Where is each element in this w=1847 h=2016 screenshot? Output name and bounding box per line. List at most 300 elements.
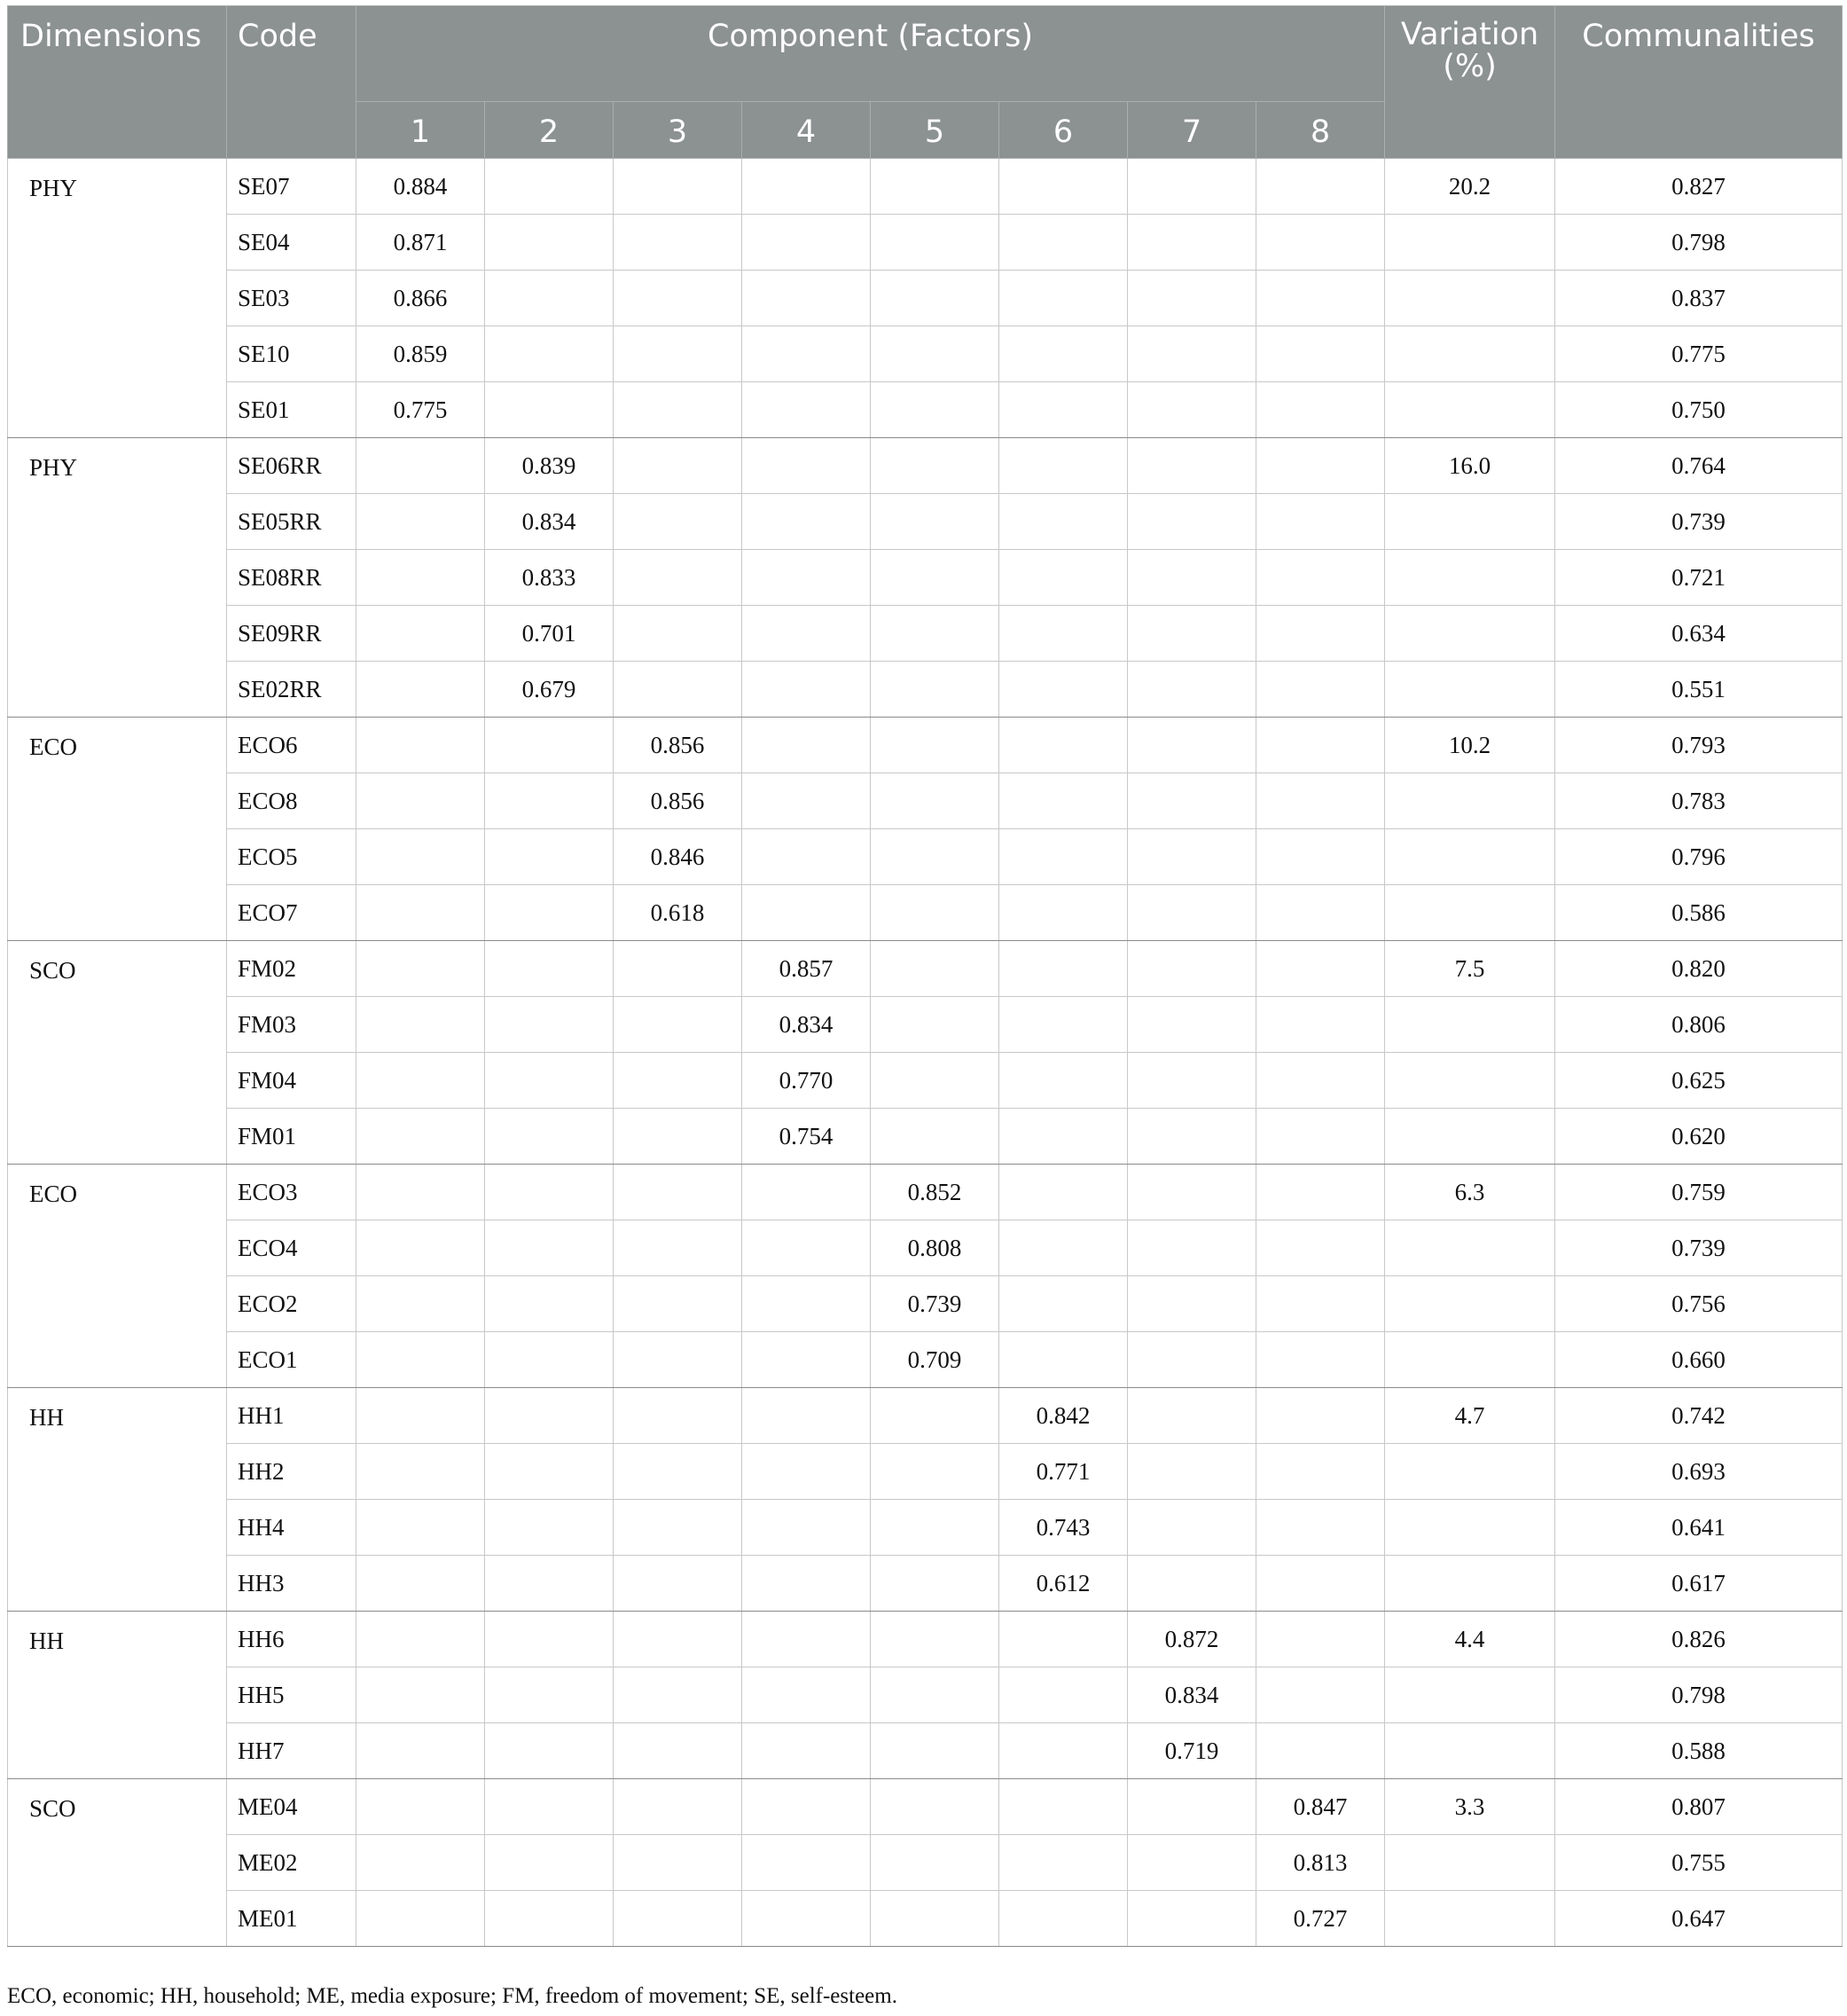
loading-cell-factor-7	[1128, 1388, 1256, 1444]
loading-cell-factor-7	[1128, 829, 1256, 885]
loading-cell-factor-2	[485, 271, 614, 326]
code-cell: SE03	[227, 271, 356, 326]
loading-cell-factor-2	[485, 1835, 614, 1891]
dimension-cell: SCO	[8, 941, 227, 1165]
code-cell: HH2	[227, 1444, 356, 1500]
loading-cell-factor-1	[356, 1500, 485, 1556]
code-cell: FM01	[227, 1109, 356, 1165]
loading-cell-factor-1	[356, 662, 485, 718]
loading-cell-factor-6	[999, 1053, 1128, 1109]
loading-cell-factor-6	[999, 718, 1128, 773]
loading-cell-factor-2	[485, 885, 614, 941]
table-row	[8, 438, 1843, 494]
loading-cell-factor-5	[871, 773, 999, 829]
table-row	[8, 1165, 1843, 1220]
loading-cell-factor-4	[742, 271, 871, 326]
loading-cell-factor-5: 0.709	[871, 1332, 999, 1388]
code-cell: HH3	[227, 1556, 356, 1612]
loading-cell-factor-4	[742, 1723, 871, 1779]
loading-cell-factor-1	[356, 1723, 485, 1779]
loading-cell-factor-4	[742, 1276, 871, 1332]
loading-cell-factor-7	[1128, 215, 1256, 271]
code-cell: FM03	[227, 997, 356, 1053]
loading-cell-factor-1	[356, 1053, 485, 1109]
loading-cell-factor-2	[485, 159, 614, 215]
loading-cell-factor-8	[1256, 1276, 1385, 1332]
communality-cell: 0.721	[1555, 550, 1843, 606]
loading-cell-factor-1	[356, 1165, 485, 1220]
table-footnote: ECO, economic; HH, household; ME, media exposure; FM, freedom of movement; SE, self-esteem.	[7, 1984, 897, 2008]
loading-cell-factor-5	[871, 159, 999, 215]
loading-cell-factor-6	[999, 773, 1128, 829]
code-cell: ECO6	[227, 718, 356, 773]
loading-cell-factor-2	[485, 215, 614, 271]
code-cell: ECO8	[227, 773, 356, 829]
communality-cell: 0.837	[1555, 271, 1843, 326]
table-row	[8, 159, 1843, 215]
loading-cell-factor-1	[356, 1612, 485, 1667]
dimension-cell: PHY	[8, 438, 227, 718]
variation-cell	[1385, 1723, 1555, 1779]
communality-cell: 0.693	[1555, 1444, 1843, 1500]
code-cell: HH4	[227, 1500, 356, 1556]
loading-cell-factor-6: 0.842	[999, 1388, 1128, 1444]
code-cell: ECO1	[227, 1332, 356, 1388]
loading-cell-factor-2	[485, 326, 614, 382]
loading-cell-factor-2	[485, 1556, 614, 1612]
code-cell: ECO4	[227, 1220, 356, 1276]
loading-cell-factor-7	[1128, 718, 1256, 773]
table-row	[8, 662, 1843, 718]
table-row	[8, 1109, 1843, 1165]
table-row	[8, 1220, 1843, 1276]
loading-cell-factor-2	[485, 1276, 614, 1332]
loading-cell-factor-4	[742, 1388, 871, 1444]
loading-cell-factor-1	[356, 941, 485, 997]
table-header	[8, 6, 1843, 159]
loading-cell-factor-7: 0.719	[1128, 1723, 1256, 1779]
code-cell: ME04	[227, 1779, 356, 1835]
variation-cell	[1385, 1556, 1555, 1612]
loading-cell-factor-8	[1256, 1109, 1385, 1165]
communality-cell: 0.660	[1555, 1332, 1843, 1388]
loading-cell-factor-1	[356, 1779, 485, 1835]
variation-cell	[1385, 215, 1555, 271]
loading-cell-factor-4	[742, 326, 871, 382]
variation-cell	[1385, 271, 1555, 326]
loading-cell-factor-8	[1256, 271, 1385, 326]
loading-cell-factor-7	[1128, 159, 1256, 215]
variation-cell	[1385, 606, 1555, 662]
variation-cell	[1385, 1276, 1555, 1332]
loading-cell-factor-8	[1256, 1444, 1385, 1500]
loading-cell-factor-2: 0.834	[485, 494, 614, 550]
header-variation-line1: Variation	[1400, 17, 1539, 52]
loading-cell-factor-4: 0.754	[742, 1109, 871, 1165]
loading-cell-factor-5	[871, 1891, 999, 1947]
code-cell: SE10	[227, 326, 356, 382]
table-row	[8, 1891, 1843, 1947]
loading-cell-factor-7	[1128, 326, 1256, 382]
loading-cell-factor-5	[871, 326, 999, 382]
loading-cell-factor-4	[742, 885, 871, 941]
variation-cell	[1385, 662, 1555, 718]
communality-cell: 0.759	[1555, 1165, 1843, 1220]
variation-cell	[1385, 829, 1555, 885]
loading-cell-factor-8	[1256, 718, 1385, 773]
loading-cell-factor-6	[999, 1220, 1128, 1276]
loading-cell-factor-8	[1256, 606, 1385, 662]
code-cell: ECO2	[227, 1276, 356, 1332]
loading-cell-factor-7	[1128, 1891, 1256, 1947]
loading-cell-factor-4	[742, 1891, 871, 1947]
loading-cell-factor-6	[999, 326, 1128, 382]
table-row	[8, 773, 1843, 829]
loading-cell-factor-2	[485, 1500, 614, 1556]
loading-cell-factor-3	[614, 1053, 742, 1109]
loading-cell-factor-4	[742, 1779, 871, 1835]
loading-cell-factor-2: 0.701	[485, 606, 614, 662]
loading-cell-factor-8: 0.847	[1256, 1779, 1385, 1835]
loading-cell-factor-5	[871, 494, 999, 550]
loading-cell-factor-5	[871, 1500, 999, 1556]
loading-cell-factor-4	[742, 438, 871, 494]
loading-cell-factor-4	[742, 718, 871, 773]
code-cell: ECO5	[227, 829, 356, 885]
loading-cell-factor-5	[871, 1444, 999, 1500]
variation-cell	[1385, 1332, 1555, 1388]
loading-cell-factor-3	[614, 1556, 742, 1612]
loading-cell-factor-2	[485, 829, 614, 885]
communality-cell: 0.798	[1555, 215, 1843, 271]
loading-cell-factor-8	[1256, 438, 1385, 494]
code-cell: SE09RR	[227, 606, 356, 662]
loading-cell-factor-4	[742, 159, 871, 215]
loading-cell-factor-8	[1256, 1165, 1385, 1220]
loading-cell-factor-5	[871, 606, 999, 662]
table-row	[8, 1500, 1843, 1556]
loading-cell-factor-4	[742, 1835, 871, 1891]
loading-cell-factor-3	[614, 1276, 742, 1332]
loading-cell-factor-1	[356, 1667, 485, 1723]
loading-cell-factor-6	[999, 382, 1128, 438]
loading-cell-factor-1	[356, 1891, 485, 1947]
table-row	[8, 215, 1843, 271]
table-row	[8, 606, 1843, 662]
loading-cell-factor-4	[742, 1556, 871, 1612]
loading-cell-factor-4	[742, 1667, 871, 1723]
loading-cell-factor-8	[1256, 1388, 1385, 1444]
loading-cell-factor-4	[742, 829, 871, 885]
loading-cell-factor-1: 0.859	[356, 326, 485, 382]
loading-cell-factor-2: 0.833	[485, 550, 614, 606]
variation-cell	[1385, 885, 1555, 941]
code-cell: SE04	[227, 215, 356, 271]
code-cell: SE08RR	[227, 550, 356, 606]
table-row	[8, 382, 1843, 438]
loading-cell-factor-6	[999, 271, 1128, 326]
loading-cell-factor-7: 0.834	[1128, 1667, 1256, 1723]
header-variation	[1385, 6, 1555, 159]
dimension-cell: SCO	[8, 1779, 227, 1947]
code-cell: HH7	[227, 1723, 356, 1779]
table-row	[8, 1053, 1843, 1109]
dimension-cell: ECO	[8, 718, 227, 941]
variation-cell	[1385, 326, 1555, 382]
loading-cell-factor-3	[614, 1779, 742, 1835]
loading-cell-factor-5	[871, 941, 999, 997]
loading-cell-factor-1	[356, 718, 485, 773]
header-factor-1: 1	[356, 102, 485, 159]
loading-cell-factor-2	[485, 1220, 614, 1276]
communality-cell: 0.756	[1555, 1276, 1843, 1332]
loading-cell-factor-5	[871, 662, 999, 718]
loading-cell-factor-7	[1128, 941, 1256, 997]
loading-cell-factor-2	[485, 1053, 614, 1109]
variation-cell	[1385, 1500, 1555, 1556]
loading-cell-factor-3	[614, 1612, 742, 1667]
code-cell: HH6	[227, 1612, 356, 1667]
loading-cell-factor-5	[871, 438, 999, 494]
variation-cell: 16.0	[1385, 438, 1555, 494]
variation-cell: 3.3	[1385, 1779, 1555, 1835]
table-row	[8, 326, 1843, 382]
loading-cell-factor-6	[999, 1165, 1128, 1220]
table-row	[8, 1667, 1843, 1723]
loading-cell-factor-7	[1128, 1053, 1256, 1109]
code-cell: ECO7	[227, 885, 356, 941]
loading-cell-factor-3: 0.618	[614, 885, 742, 941]
code-cell: ME01	[227, 1891, 356, 1947]
loading-cell-factor-1	[356, 1835, 485, 1891]
loading-cell-factor-7	[1128, 1556, 1256, 1612]
loading-cell-factor-8	[1256, 1556, 1385, 1612]
loading-cell-factor-7	[1128, 438, 1256, 494]
header-factor-7: 7	[1128, 102, 1256, 159]
loading-cell-factor-1: 0.866	[356, 271, 485, 326]
loading-cell-factor-4	[742, 1165, 871, 1220]
loading-cell-factor-3	[614, 271, 742, 326]
communality-cell: 0.826	[1555, 1612, 1843, 1667]
loading-cell-factor-8	[1256, 1500, 1385, 1556]
communality-cell: 0.783	[1555, 773, 1843, 829]
communality-cell: 0.641	[1555, 1500, 1843, 1556]
variation-cell	[1385, 1667, 1555, 1723]
loading-cell-factor-3	[614, 997, 742, 1053]
loading-cell-factor-1	[356, 885, 485, 941]
loading-cell-factor-5	[871, 1556, 999, 1612]
loading-cell-factor-8	[1256, 885, 1385, 941]
loading-cell-factor-3	[614, 1723, 742, 1779]
loading-cell-factor-3	[614, 382, 742, 438]
code-cell: ME02	[227, 1835, 356, 1891]
loading-cell-factor-3	[614, 606, 742, 662]
loading-cell-factor-6	[999, 829, 1128, 885]
table-row	[8, 1276, 1843, 1332]
loading-cell-factor-5	[871, 215, 999, 271]
loading-cell-factor-2	[485, 718, 614, 773]
loading-cell-factor-6	[999, 159, 1128, 215]
loading-cell-factor-4	[742, 1444, 871, 1500]
loading-cell-factor-2	[485, 1388, 614, 1444]
loading-cell-factor-8	[1256, 326, 1385, 382]
loading-cell-factor-3	[614, 1500, 742, 1556]
code-cell: HH1	[227, 1388, 356, 1444]
loading-cell-factor-1	[356, 1220, 485, 1276]
table-row	[8, 1612, 1843, 1667]
loading-cell-factor-5	[871, 1723, 999, 1779]
loading-cell-factor-4: 0.857	[742, 941, 871, 997]
table-row	[8, 1723, 1843, 1779]
loading-cell-factor-6	[999, 1891, 1128, 1947]
loading-cell-factor-1	[356, 1332, 485, 1388]
table-row	[8, 1556, 1843, 1612]
header-factor-8: 8	[1256, 102, 1385, 159]
loading-cell-factor-8	[1256, 494, 1385, 550]
loading-cell-factor-7	[1128, 1444, 1256, 1500]
table-body	[8, 159, 1843, 1947]
loading-cell-factor-6	[999, 1612, 1128, 1667]
loading-cell-factor-8	[1256, 1667, 1385, 1723]
loading-cell-factor-5	[871, 1667, 999, 1723]
loading-cell-factor-4	[742, 1612, 871, 1667]
loading-cell-factor-2	[485, 1612, 614, 1667]
loading-cell-factor-7	[1128, 494, 1256, 550]
communality-cell: 0.742	[1555, 1388, 1843, 1444]
loading-cell-factor-6	[999, 606, 1128, 662]
loading-cell-factor-4	[742, 773, 871, 829]
variation-cell	[1385, 1444, 1555, 1500]
loading-cell-factor-3	[614, 1388, 742, 1444]
variation-cell: 4.4	[1385, 1612, 1555, 1667]
loading-cell-factor-6	[999, 550, 1128, 606]
loading-cell-factor-6	[999, 885, 1128, 941]
loading-cell-factor-7	[1128, 1835, 1256, 1891]
loading-cell-factor-8	[1256, 1612, 1385, 1667]
loading-cell-factor-3	[614, 1891, 742, 1947]
loading-cell-factor-8	[1256, 941, 1385, 997]
loading-cell-factor-2	[485, 1779, 614, 1835]
loading-cell-factor-6: 0.771	[999, 1444, 1128, 1500]
loading-cell-factor-4	[742, 215, 871, 271]
code-cell: SE06RR	[227, 438, 356, 494]
loading-cell-factor-4	[742, 382, 871, 438]
dimension-cell: ECO	[8, 1165, 227, 1388]
loading-cell-factor-8	[1256, 382, 1385, 438]
loading-cell-factor-3	[614, 215, 742, 271]
loading-cell-factor-4	[742, 1332, 871, 1388]
loading-cell-factor-6	[999, 1109, 1128, 1165]
variation-cell	[1385, 1220, 1555, 1276]
loading-cell-factor-6	[999, 997, 1128, 1053]
loading-cell-factor-1: 0.871	[356, 215, 485, 271]
variation-cell	[1385, 1835, 1555, 1891]
loading-cell-factor-7	[1128, 1500, 1256, 1556]
loading-cell-factor-1	[356, 494, 485, 550]
loading-cell-factor-7	[1128, 885, 1256, 941]
loading-cell-factor-8: 0.727	[1256, 1891, 1385, 1947]
header-communalities: Communalities	[1555, 6, 1843, 159]
loading-cell-factor-8	[1256, 662, 1385, 718]
loading-cell-factor-8	[1256, 1220, 1385, 1276]
code-cell: FM02	[227, 941, 356, 997]
loading-cell-factor-5	[871, 1388, 999, 1444]
header-factor-3: 3	[614, 102, 742, 159]
loading-cell-factor-6: 0.743	[999, 1500, 1128, 1556]
loading-cell-factor-7	[1128, 606, 1256, 662]
table-row	[8, 885, 1843, 941]
communality-cell: 0.551	[1555, 662, 1843, 718]
table-row	[8, 941, 1843, 997]
variation-cell: 6.3	[1385, 1165, 1555, 1220]
loading-cell-factor-2	[485, 997, 614, 1053]
communality-cell: 0.764	[1555, 438, 1843, 494]
loading-cell-factor-8	[1256, 773, 1385, 829]
loading-cell-factor-2: 0.679	[485, 662, 614, 718]
loading-cell-factor-7	[1128, 997, 1256, 1053]
loading-cell-factor-1	[356, 1444, 485, 1500]
variation-cell: 10.2	[1385, 718, 1555, 773]
table-row	[8, 997, 1843, 1053]
loading-cell-factor-3	[614, 1109, 742, 1165]
loading-cell-factor-5	[871, 997, 999, 1053]
loading-cell-factor-7	[1128, 1165, 1256, 1220]
loading-cell-factor-5	[871, 718, 999, 773]
loading-cell-factor-3	[614, 438, 742, 494]
variation-cell	[1385, 1891, 1555, 1947]
communality-cell: 0.793	[1555, 718, 1843, 773]
communality-cell: 0.775	[1555, 326, 1843, 382]
loading-cell-factor-5	[871, 1053, 999, 1109]
loading-cell-factor-7	[1128, 550, 1256, 606]
variation-cell: 4.7	[1385, 1388, 1555, 1444]
communality-cell: 0.798	[1555, 1667, 1843, 1723]
communality-cell: 0.796	[1555, 829, 1843, 885]
loading-cell-factor-5	[871, 1835, 999, 1891]
loading-cell-factor-1	[356, 1276, 485, 1332]
code-cell: ECO3	[227, 1165, 356, 1220]
loading-cell-factor-3	[614, 662, 742, 718]
table-row	[8, 1332, 1843, 1388]
loading-cell-factor-3	[614, 1165, 742, 1220]
table-row	[8, 1444, 1843, 1500]
loading-cell-factor-4	[742, 1500, 871, 1556]
code-cell: FM04	[227, 1053, 356, 1109]
table-row	[8, 550, 1843, 606]
loading-cell-factor-4: 0.834	[742, 997, 871, 1053]
loading-cell-factor-7	[1128, 773, 1256, 829]
loading-cell-factor-4	[742, 662, 871, 718]
loading-cell-factor-6	[999, 1835, 1128, 1891]
loading-cell-factor-1	[356, 1556, 485, 1612]
loading-cell-factor-3: 0.856	[614, 718, 742, 773]
table-row	[8, 1779, 1843, 1835]
loading-cell-factor-5: 0.808	[871, 1220, 999, 1276]
loading-cell-factor-3: 0.856	[614, 773, 742, 829]
loading-cell-factor-1	[356, 606, 485, 662]
table-row	[8, 494, 1843, 550]
variation-cell	[1385, 1053, 1555, 1109]
loading-cell-factor-1	[356, 438, 485, 494]
loading-cell-factor-3	[614, 1220, 742, 1276]
loading-cell-factor-2	[485, 1109, 614, 1165]
loading-cell-factor-3	[614, 550, 742, 606]
loading-cell-factor-8	[1256, 1053, 1385, 1109]
variation-cell: 20.2	[1385, 159, 1555, 215]
code-cell: SE02RR	[227, 662, 356, 718]
loading-cell-factor-7	[1128, 1220, 1256, 1276]
header-factor-2: 2	[485, 102, 614, 159]
